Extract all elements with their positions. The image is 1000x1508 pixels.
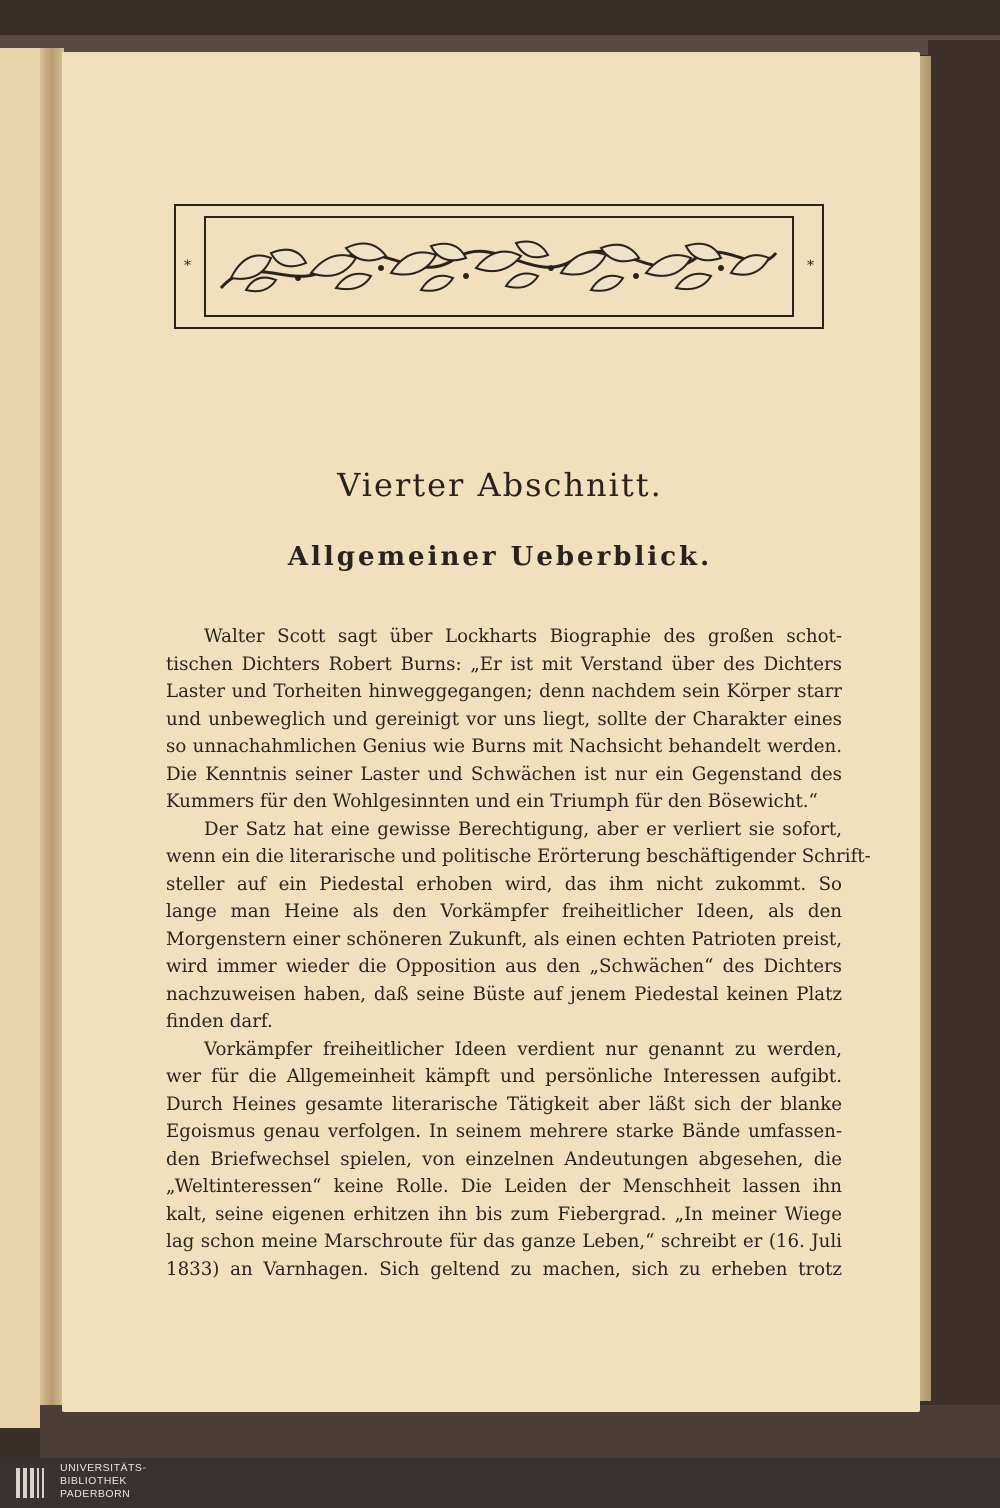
text-line: Die Kenntnis seiner Laster und Schwächen ist nur ein Gegenstand des: [166, 763, 842, 785]
text-line: wenn ein die literarische und politische Erörterung beschäftigender Schrift-: [166, 846, 871, 867]
book-cover-bottom: [40, 1405, 1000, 1458]
ornament-frame: [204, 216, 794, 317]
text-line: lange man Heine als den Vorkämpfer freiheitlicher Ideen, als den: [166, 901, 842, 922]
book-gutter: [40, 48, 64, 1428]
text-line: Walter Scott sagt über Lockharts Biographie des großen schot-: [204, 626, 842, 647]
text-line: tischen Dichters Robert Burns: „Er ist mit Verstand über des Dichters: [166, 653, 842, 675]
ornament-star-right: *: [807, 258, 814, 274]
footer-bar: [0, 1458, 1000, 1508]
body-text: [166, 623, 871, 1283]
chapter-title: Vierter Abschnitt.: [337, 466, 663, 504]
text-line: 1833) an Varnhagen. Sich geltend zu machen, sich zu erheben trotz: [166, 1258, 842, 1280]
book-cover-right: [928, 40, 1000, 1458]
text-line: und unbeweglich und gereinigt vor uns liegt, sollte der Charakter eines: [166, 708, 842, 730]
text-line: lag schon meine Marschroute für das ganze Leben,“ schreibt er (16. Juli: [166, 1231, 842, 1252]
text-line: Kummers für den Wohlgesinnten und ein Triumph für den Bösewicht.“: [166, 791, 818, 812]
header-ornament: [174, 204, 824, 329]
section-title: Allgemeiner Ueberblick.: [287, 542, 713, 572]
text-line: „Weltinteressen“ keine Rolle. Die Leiden der Menschheit lassen ihn: [166, 1176, 842, 1197]
text-line: Morgenstern einer schöneren Zukunft, als einen echten Patrioten preist,: [166, 928, 842, 950]
library-name: [60, 1462, 146, 1501]
library-name-line-1: UNIVERSITÄTS-: [60, 1462, 147, 1474]
text-line: wer für die Allgemeinheit kämpft und persönliche Interessen aufgibt.: [166, 1066, 842, 1087]
library-name-line-3: PADERBORN: [60, 1488, 131, 1500]
text-line: steller auf ein Piedestal erhoben wird, das ihm nicht zukommt. So: [166, 873, 842, 895]
text-line: wird immer wieder die Opposition aus den „Schwächen“ des Dichters: [166, 956, 842, 977]
text-line: Vorkämpfer freiheitlicher Ideen verdient nur genannt zu werden,: [204, 1038, 842, 1060]
text-line: Egoismus genau verfolgen. In seinem mehrere starke Bände umfassen-: [166, 1121, 842, 1142]
text-line: finden darf.: [166, 1011, 273, 1032]
text-line: so unnachahmlichen Genius wie Burns mit Nachsicht behandelt werden.: [166, 736, 842, 757]
library-logo-icon: [14, 1466, 50, 1500]
text-line: Der Satz hat eine gewisse Berechtigung, aber er verliert sie sofort,: [204, 818, 842, 840]
text-line: den Briefwechsel spielen, von einzelnen Andeutungen abgesehen, die: [166, 1148, 842, 1170]
text-line: kalt, seine eigenen erhitzen ihn bis zum Fiebergrad. „In meiner Wiege: [166, 1203, 842, 1225]
leaf-vine-ornament-icon: [216, 228, 782, 305]
library-name-line-2: BIBLIOTHEK: [60, 1475, 127, 1487]
text-line: Laster und Torheiten hinweggegangen; denn nachdem sein Körper starr: [166, 681, 842, 702]
text-line: Durch Heines gesamte literarische Tätigkeit aber läßt sich der blanke: [166, 1093, 842, 1115]
ornament-star-left: *: [184, 258, 191, 274]
text-line: nachzuweisen haben, daß seine Büste auf jenem Piedestal keinen Platz: [166, 983, 842, 1005]
